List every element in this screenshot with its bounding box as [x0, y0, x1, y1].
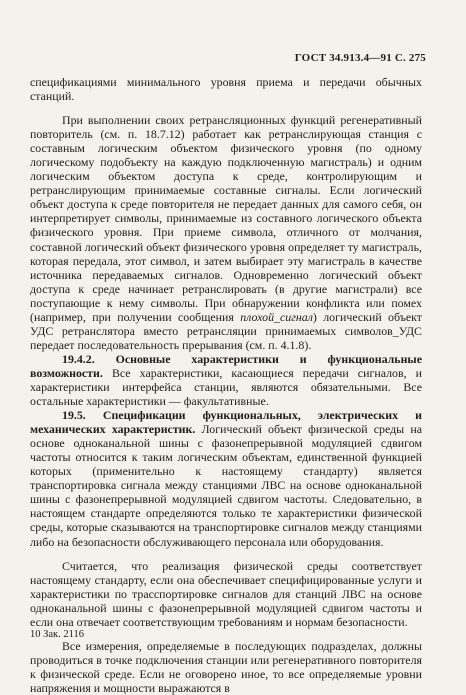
- paragraph-measurements: Все измерения, определяемые в последующих подразделах, должны проводиться в точке подключения станции или регенеративного повторителя к физической среде. Если не оговорено иное, то все определяемые уровни напряжения и мощности выражаются в: [30, 638, 422, 695]
- paragraph-continuation: спецификациями минимального уровня приема и передачи обычных станций.: [30, 75, 422, 104]
- section-heading-19-5: 19.5. Спецификации функциональных, электрических и механических характеристик.: [30, 408, 422, 437]
- paragraph-text: Логический объект физической среды на основе одноканальной шины с фазонепрерывной модуляцией сдвигом частоты относится к таким логическим объектам, единственной функцией которых (применительно к настоящему стандарту) является транспортировка сигнала между станциями ЛВС на основе одноканальной шины с фазонепрерывной модуляцией сдвигом частоты. Следовательно, в настоящем стандарте определяются только те характеристики физической среды, которые сказываются на транспортировке сигналов между станциями либо на безопасности обслуживающего персонала или оборудования.: [30, 422, 422, 549]
- page-footer: 10 Зак. 2116: [30, 629, 85, 640]
- paragraph-19-5: [30, 408, 422, 548]
- body-text: [30, 75, 422, 695]
- paragraph-repeater-functions: [30, 113, 422, 352]
- paragraph-text: Все характеристики, касающиеся передачи сигналов, и характеристики интерфейса станции, являются обязательными. Все остальные характеристики — факультативные.: [30, 365, 422, 409]
- paragraph-text-tail: ) логический объект УДС ретранслятора вместо ретрансляции принимаемых символов_УДС передает последовательность прерывания (см. п. 4.1.8).: [30, 309, 422, 352]
- paragraph-19-4-2: [30, 352, 422, 408]
- running-header: ГОСТ 34.913.4—91 С. 275: [294, 52, 426, 64]
- italic-term: плохой_сигнал: [240, 309, 313, 324]
- paragraph-text: При выполнении своих ретрансляционных функций регенеративный повторитель (см. п. 18.7.12) работает как ретранслирующая станция с составным логическим объектом физического уровня (по одному логическому подобъекту на каждую подключенную магистраль) и одним логическим объектом доступа к среде, контролирующим и ретранслирующим принимаемые составные сигналы. Если логический объект доступа к среде повторителя не передает данных для самого себя, он интерпретирует символы, принимаемые из составного логического объекта физического уровня. При приеме символа, отличного от молчания, составной логический объект физического уровня определяет ту магистраль, которая передала, этот символ, и затем выбирает эту магистраль в качестве источника передаваемых сигналов. Одновременно логический объект доступа к среде начинает ретранслировать (в другие магистрали) все поступающие к нему символы. При обнаружении конфликта или помех (например, при получении сообщения: [30, 113, 422, 324]
- paragraph-compliance: Считается, что реализация физической среды соответствует настоящему стандарту, если она обеспечивает специфицированные услуги и характеристики по трасспортировке сигналов для станций ЛВС на основе одноканальной шины с фазонепрерывной модуляцией сдвигом частоты и если она отвечает соответствующим требованиям и нормам безопасности.: [30, 558, 422, 629]
- section-heading-19-4-2: 19.4.2. Основные характеристики и функциональные возможности.: [30, 351, 422, 380]
